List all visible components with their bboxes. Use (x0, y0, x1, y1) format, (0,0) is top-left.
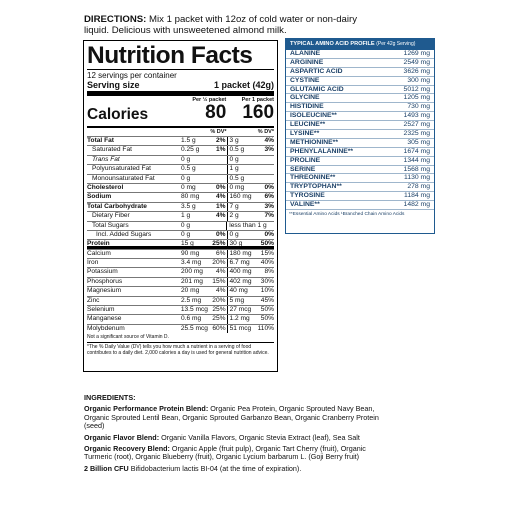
nutrient-row (87, 277, 274, 286)
amino-row (286, 112, 434, 121)
amino-name: GLUTAMIC ACID (290, 85, 344, 93)
nutrient-a2: 0 g (227, 231, 257, 239)
directions-label: DIRECTIONS: (84, 14, 147, 25)
nutrient-p2 (256, 222, 274, 230)
calories-col1: 80 (205, 102, 227, 123)
amino-row (286, 94, 434, 103)
ingredient-blend (84, 434, 384, 442)
nutrient-name: Phosphorus (87, 277, 123, 285)
nutrient-name: Monounsaturated Fat (92, 174, 155, 182)
nutrient-row (87, 249, 274, 258)
nutrient-row (87, 155, 274, 164)
nutrient-a2: 27 mcg (227, 306, 257, 314)
directions-text: Mix 1 packet with 12oz of cold water or non-dairy liquid. Delicious with unsweetened almond milk. (84, 14, 357, 36)
amino-value: 2549 mg (403, 58, 430, 66)
serving-size-value: 1 packet (42g) (213, 80, 274, 90)
nutrient-a2: 3 g (227, 137, 257, 145)
nutrient-a2: 402 mg (227, 278, 257, 286)
nutrient-name: Zinc (87, 296, 100, 304)
amino-value: 300 mg (407, 76, 430, 84)
nutrient-p2: 50% (260, 240, 274, 248)
nutrient-row (87, 211, 274, 220)
nutrient-p1 (206, 156, 227, 164)
nutrient-name: Manganese (87, 315, 122, 323)
amino-title (286, 39, 434, 50)
blend-text: Bifidobacterium lactis BI-04 (at the time of expiration). (130, 463, 302, 473)
amino-title-note: (Per 42g Serving) (376, 41, 416, 47)
amino-value: 1344 mg (403, 156, 430, 164)
ingredients-heading: INGREDIENTS: (84, 393, 136, 402)
amino-value: 278 mg (407, 183, 430, 191)
nutrient-name: Trans Fat (92, 155, 120, 163)
nutrient-p1: 25% (212, 240, 226, 248)
nutrient-a2: 400 mg (227, 268, 257, 276)
nutrient-a2: 1 g (227, 165, 257, 173)
nutrient-a2: 2 g (227, 212, 257, 220)
amino-name: TYROSINE (290, 192, 325, 200)
amino-value: 2527 mg (403, 121, 430, 129)
amino-name: LEUCINE** (290, 121, 326, 129)
col1-header: Per ½ packet (192, 97, 227, 103)
nutrient-row (87, 258, 274, 267)
amino-row (286, 68, 434, 77)
nutrient-p2: 10% (260, 287, 274, 295)
amino-name: SERINE (290, 165, 316, 173)
nutrient-a1: 0 g (181, 174, 191, 182)
blend-label: 2 Billion CFU (84, 463, 129, 473)
vitamin-rows (87, 249, 274, 334)
nutrient-p2 (256, 156, 274, 164)
nutrient-a1: 1 g (181, 212, 191, 220)
nutrient-name: Saturated Fat (92, 146, 132, 154)
nutrient-row (87, 324, 274, 333)
ingredient-blends (84, 405, 384, 473)
blend-text: Organic Apple (fruit pulp), Organic Tart Cherry (fruit), Organic Turmeric (root), Organic Blueberry (fruit), Organic Lycium barbarum L. (Goji Berry fruit) (84, 444, 366, 462)
amino-name: VALINE** (290, 201, 320, 209)
nutrient-p1: 25% (212, 315, 226, 323)
nutrient-row (87, 136, 274, 145)
amino-value: 1493 mg (403, 112, 430, 120)
nutrient-row (87, 305, 274, 314)
nutrient-a1: 25.5 mcg (180, 324, 208, 332)
nutrient-name: Total Fat (87, 137, 114, 144)
nutrient-a2: 1.2 mg (227, 315, 257, 323)
amino-row (286, 130, 434, 139)
nutrient-a2: 0.5 g (227, 175, 257, 183)
nutrient-a1: 0 g (181, 230, 191, 238)
amino-row (286, 139, 434, 148)
nutrient-p1: 20% (212, 296, 226, 304)
nutrient-row (87, 296, 274, 305)
amino-value: 305 mg (407, 138, 430, 146)
amino-value: 1184 mg (404, 192, 430, 200)
nutrient-p2: 45% (260, 296, 274, 304)
nutrient-a1: 13.5 mcg (180, 306, 208, 314)
nutrient-a1: 2.5 mg (180, 296, 202, 304)
nutrient-row (87, 239, 274, 248)
nutrient-a1: 20 mg (180, 287, 200, 295)
amino-row (286, 183, 434, 192)
nutrient-rows (87, 136, 274, 249)
amino-value: 1130 mg (404, 174, 430, 182)
nutrient-p1: 4% (215, 193, 226, 201)
nutrient-p2: 3% (264, 146, 275, 154)
amino-value: 1269 mg (403, 50, 430, 57)
amino-name: ISOLEUCINE** (290, 112, 337, 120)
amino-value: 1674 mg (403, 147, 430, 155)
nutrient-row (87, 230, 274, 239)
nutrient-a2: 7 g (227, 203, 257, 211)
nutrient-p2: 0% (264, 183, 274, 191)
serving-size-label: Serving size (87, 80, 140, 90)
amino-footnote: **Essential Amino Acids ¹Branched Chain Amino Acids (289, 212, 405, 218)
nutrient-row (87, 164, 274, 173)
blend-text: Organic Pea Protein, Organic Sprouted Navy Bean, Organic Sprouted Lentil Bean, Organic Sprouted Garbanzo Bean, Organic Cranberry Protein (seed) (84, 404, 379, 431)
nutrient-row (87, 183, 274, 192)
amino-title-text: TYPICAL AMINO ACID PROFILE (290, 41, 375, 47)
nutrient-row (87, 174, 274, 183)
nutrient-p2: 40% (260, 259, 274, 267)
amino-value: 5012 mg (403, 85, 430, 93)
nutrient-name: Total Carbohydrate (87, 202, 147, 210)
nutrient-row (87, 192, 274, 201)
nutrient-a2: less than 1 g (226, 222, 256, 230)
nutrient-a1: 3.5 g (180, 202, 196, 210)
nutrient-a1: 0.25 g (181, 146, 200, 154)
amino-row (286, 157, 434, 166)
nutrient-p1 (206, 175, 227, 183)
servings-per-container: 12 servings per container (87, 71, 177, 80)
dv-label-1: % DV* (210, 129, 227, 135)
amino-value: 1482 mg (403, 201, 430, 209)
nutrient-a1: 1.5 g (180, 137, 196, 144)
directions (84, 14, 384, 36)
nutrient-row (87, 314, 274, 323)
nutrient-a1: 200 mg (180, 268, 203, 276)
nutrient-p2: 6% (264, 193, 274, 201)
nutrient-a1: 0 g (181, 155, 191, 163)
amino-value: 3626 mg (403, 67, 430, 75)
calories-block (87, 97, 274, 125)
nutrient-p1: 15% (212, 277, 226, 285)
amino-rows (286, 50, 434, 210)
amino-acid-panel (285, 38, 435, 234)
amino-name: ALANINE (290, 50, 321, 57)
blend-label: Organic Flavor Blend: (84, 432, 160, 442)
nutrient-p1: 0% (215, 183, 226, 191)
nutrient-p1: 4% (215, 212, 226, 220)
amino-name: ARGININE (290, 58, 324, 66)
nutrient-name: Total Sugars (92, 221, 129, 229)
col2-header: Per 1 packet (241, 97, 275, 103)
nutrient-a2: 160 mg (227, 193, 257, 201)
amino-name: CYSTINE (290, 76, 320, 84)
nutrient-a1: 201 mg (180, 277, 203, 285)
nutrient-p2: 0% (264, 230, 274, 238)
serving-size (87, 80, 274, 90)
nutrient-p2: 8% (264, 268, 274, 276)
nutrient-p2: 30% (260, 277, 274, 285)
nutrient-p1: 0% (215, 230, 226, 238)
nutrient-a1: 0 mg (180, 183, 196, 191)
nutrient-a2: 180 mg (227, 250, 257, 258)
nutrient-a1: 15 g (180, 240, 194, 248)
amino-row (286, 166, 434, 175)
nutrient-name: Cholesterol (87, 183, 124, 191)
nutrient-name: Dietary Fiber (92, 212, 130, 220)
amino-row (286, 77, 434, 86)
nutrient-p2: 15% (260, 249, 274, 257)
blend-label: Organic Performance Protein Blend: (84, 404, 209, 414)
amino-value: 1205 mg (403, 94, 430, 102)
nutrient-p2: 50% (260, 315, 274, 323)
amino-row (286, 192, 434, 201)
vitamin-d-note: Not a significant source of Vitamin D. (87, 334, 169, 341)
nutrient-p1: 60% (212, 324, 226, 332)
ingredient-blend (84, 465, 384, 473)
nutrient-p2: 3% (264, 202, 274, 210)
amino-row (286, 59, 434, 68)
amino-row (286, 121, 434, 130)
nutrient-row (87, 221, 274, 230)
amino-name: LYSINE** (290, 130, 320, 138)
nutrient-a2: 6.7 mg (227, 259, 257, 267)
nutrient-row (87, 267, 274, 276)
amino-row (286, 86, 434, 95)
calories-label: Calories (87, 106, 149, 123)
nutrition-facts-panel (83, 40, 278, 372)
blend-label: Organic Recovery Blend: (84, 444, 170, 454)
nutrient-row (87, 286, 274, 295)
nutrient-a2: 0.5 g (227, 146, 257, 154)
nutrient-a2: 0 mg (227, 184, 257, 192)
nutrient-p2: 4% (264, 137, 274, 144)
nutrient-row (87, 202, 274, 211)
nutrient-a1: 0 g (180, 221, 190, 229)
amino-name: METHIONINE** (290, 138, 338, 146)
nutrient-name: Incl. Added Sugars (96, 230, 152, 238)
nutrient-p2 (256, 175, 274, 183)
amino-name: HISTIDINE (290, 103, 324, 111)
amino-row (286, 148, 434, 157)
nutrient-p1: 25% (212, 306, 226, 314)
nutrient-name: Potassium (87, 268, 118, 276)
amino-value: 730 mg (407, 103, 430, 111)
amino-name: TRYPTOPHAN** (290, 183, 342, 191)
amino-name: THREONINE** (290, 174, 336, 182)
nutrient-p2: 7% (264, 212, 275, 220)
nutrient-name: Selenium (87, 306, 115, 314)
nutrition-title: Nutrition Facts (87, 42, 253, 69)
nutrient-row (87, 145, 274, 154)
amino-name: PHENYLALANINE** (290, 147, 354, 155)
nutrient-a2: 30 g (227, 240, 257, 245)
nutrient-p2 (256, 165, 274, 173)
nutrient-a1: 90 mg (180, 249, 200, 257)
dv-label-2: % DV* (257, 129, 274, 135)
amino-value: 2325 mg (403, 130, 430, 138)
nutrient-name: Iron (87, 259, 99, 267)
amino-row (286, 103, 434, 112)
amino-name: PROLINE (290, 156, 321, 164)
calories-col2: 160 (242, 102, 275, 123)
nutrient-p1: 1% (215, 146, 226, 154)
amino-name: GLYCINE (290, 94, 320, 102)
nutrient-p2: 110% (257, 324, 274, 332)
blend-text: Organic Vanilla Flavors, Organic Stevia Extract (leaf), Sea Salt (161, 432, 360, 442)
nutrient-name: Calcium (87, 249, 111, 257)
amino-name: ASPARTIC ACID (290, 67, 343, 75)
nutrient-a1: 0.5 g (181, 165, 196, 173)
nutrient-name: Protein (87, 240, 110, 246)
nutrient-name: Polyunsaturated Fat (92, 165, 152, 173)
nutrient-p1: 4% (215, 268, 226, 276)
nutrient-p1 (206, 222, 227, 230)
nutrient-name: Molybdenum (87, 324, 125, 332)
amino-row (286, 201, 434, 210)
ingredient-blend (84, 445, 384, 462)
nutrient-a2: 0 g (227, 156, 257, 164)
ingredients (84, 394, 384, 476)
amino-value: 1568 mg (403, 165, 430, 173)
nutrient-a2: 5 mg (227, 297, 257, 305)
nutrient-p2: 50% (260, 306, 274, 314)
dv-footnote: *The % Daily Value (DV) tells you how much a nutrient in a serving of food contributes to a daily diet. 2,000 calories a day is used for general nutrition advice. (87, 342, 274, 356)
nutrient-p1: 6% (215, 249, 226, 257)
nutrient-p1 (206, 165, 227, 173)
nutrient-name: Sodium (87, 193, 112, 201)
amino-row (286, 50, 434, 59)
nutrient-a1: 80 mg (180, 193, 200, 201)
nutrient-a1: 3.4 mg (180, 259, 202, 267)
ingredient-blend (84, 405, 384, 430)
nutrient-a1: 0.6 mg (180, 315, 202, 323)
nutrient-p1: 4% (215, 287, 226, 295)
nutrient-p1: 2% (215, 137, 226, 144)
nutrient-p1: 1% (215, 202, 226, 210)
nutrient-a2: 40 mg (227, 287, 257, 295)
dv-header (87, 129, 274, 136)
nutrient-p1: 20% (212, 259, 226, 267)
amino-row (286, 174, 434, 183)
nutrient-name: Magnesium (87, 287, 122, 295)
nutrient-a2: 51 mcg (227, 325, 257, 333)
